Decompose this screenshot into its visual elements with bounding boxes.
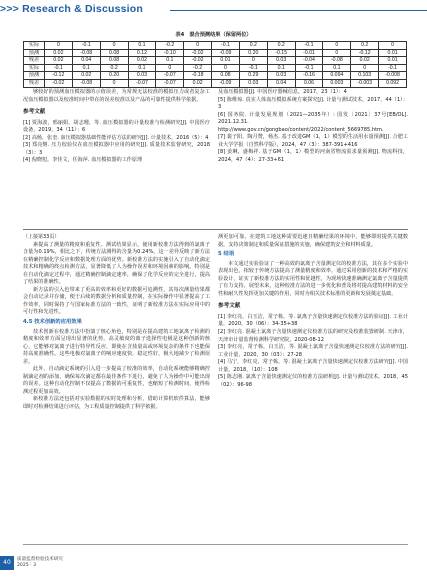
table-cell: 0 <box>156 64 184 72</box>
header-rule <box>170 10 427 11</box>
table-row <box>24 42 407 50</box>
table-cell: -0.07 <box>128 79 156 87</box>
table-cell: 0.103 <box>351 72 379 80</box>
table-cell: -0.008 <box>379 72 407 80</box>
table-cell: 0.08 <box>100 57 128 65</box>
table-cell: 0 <box>45 42 73 50</box>
paragraph: 新方法的引入也带来了更高的效率和更好的数据可追溯性，其每次测量结果都会自动记录并存储，便于后续的数据分析和质量控制，在实际操作中显著提高了工作效率，同时保持了与国家标准方法的一致性，证明了新校准方法在实际应用中的可行性和先进性。 <box>23 286 210 316</box>
reference-item: [2] 李红亮. 混凝土氯离子含量快速测定仪校准方法的研究及校准装置研制. 天津市，天津市计量监督检测科学研究院，2020-08-12 <box>218 329 408 343</box>
table-cell: 0.02 <box>72 72 100 80</box>
table-cell: 0 <box>323 42 351 50</box>
table-row <box>24 72 407 80</box>
table-body <box>24 42 407 88</box>
table-cell: 0.12 <box>128 49 156 57</box>
table-cell: -0.003 <box>351 79 379 87</box>
table-cell: -0.15 <box>267 49 295 57</box>
table-cell: 0.094 <box>323 72 351 80</box>
table-cell: 0.2 <box>239 42 267 50</box>
row-label-cell: 实际 <box>24 42 45 50</box>
table-cell: -0.02 <box>184 49 212 57</box>
reference-item: [7] 裴子阳，陶月赞，杨杰. 基于改进GM（1，1）模型的生活用水量预测[J]. 合肥工业大学学报（自然科学版），2024，47（3）：387-391+416 <box>218 134 408 148</box>
table-cell: -0.08 <box>72 79 100 87</box>
table-cell: 0.04 <box>267 79 295 87</box>
table-cell: 0.01 <box>212 57 240 65</box>
table-cell: 0.29 <box>239 72 267 80</box>
paragraph: 此外，自动滴定系统的引入进一步提高了校准的效率，自动化系统能够精确控制滴定剂的添加，确保每次滴定都在最佳条件下进行，避免了人为操作中可能出现的误差。这种自动化控制不仅提高了数据的可重复性，也缩短了检测时间，使得检测过程更加高效。 <box>23 366 210 395</box>
table-cell: -0.16 <box>295 72 323 80</box>
conclusion-heading: 5 结语 <box>218 251 235 258</box>
table-cell: 0 <box>100 42 128 50</box>
table-cell: 0.02 <box>45 49 73 57</box>
table-cell: -0.02 <box>45 79 73 87</box>
table-cell: -0.1 <box>295 64 323 72</box>
row-label-cell: 预测 <box>24 49 45 57</box>
lower-left-column <box>23 234 210 412</box>
table-row <box>24 79 407 87</box>
section-divider <box>23 229 408 230</box>
table-cell: -0.1 <box>379 64 407 72</box>
table-cell: 0.02 <box>184 79 212 87</box>
table-cell: 0 <box>323 49 351 57</box>
table-cell: 0.03 <box>239 79 267 87</box>
reference-item: [1] 李红亮，白玉洁，常子栋，等. 氯离子含量快速测定仪校准方法的验证[J]. 工业计量，2020，30（06）：34-35+38 <box>218 313 408 328</box>
reference-item: [4] 马宁，李红亮，常子栋，等. 混凝土氯离子含量快速测定仪校准方法研究[J]. 中国计量，2018，（10）：108 <box>218 359 408 373</box>
row-label-cell: 实际 <box>24 64 45 72</box>
table-cell: -0.1 <box>72 42 100 50</box>
table-cell: -0.07 <box>156 79 184 87</box>
reference-item: 及血压模拟器[J]. 中国医疗器械信息，2017，23（1）：4 <box>218 89 347 95</box>
table-cell: -0.09 <box>212 79 240 87</box>
table-cell: 0.03 <box>128 72 156 80</box>
table-cell: 0.08 <box>212 72 240 80</box>
table-cell: -0.2 <box>156 42 184 50</box>
table-cell: 0.1 <box>267 64 295 72</box>
sub-heading: 4.5 技术创新的应用效果 <box>23 319 82 326</box>
table-cell: 0.1 <box>323 64 351 72</box>
paragraph: 素提高了测量的精度和重复性。测试结果显示，使用新校准方法得到的氯离子含量为0.19%，相比之下，传统方法测得的含量为0.24%。这一差异反映了新方法在精确控制化学反应和数据处理方面的优势。新校准方法的实施引入了自动化滴定技术和精确的终点检测方法，显著降低了人为操作误差和环境因素的影响。特别是在自动化滴定过程中，通过精确控制滴定速率，确保了化学反应的完全进行，提高了结果的准确性。 <box>23 241 210 286</box>
table-cell: -0.10 <box>156 49 184 57</box>
table-cell: 0.1 <box>128 64 156 72</box>
table-row <box>24 49 407 57</box>
paragraph: 新校准方法还包括对实验数据的实时处理和分析，借助计算机软件算法，能够即时对检测结果进行评估，为工程质量控制提供了科学依据。 <box>23 396 210 411</box>
reference-item: [8] 姜琳，盛梅祥. 基于GM（1，1）模型的河南省物流需求量预测[J]. 物流科技，2024，47（4）：27-33+61 <box>218 149 408 163</box>
table-cell: 0.2 <box>351 42 379 50</box>
table-cell: 0.003 <box>323 79 351 87</box>
table-row <box>24 57 407 65</box>
table-cell: 0.01 <box>379 57 407 65</box>
table-cell: -0.09 <box>212 49 240 57</box>
table-cell: -0.12 <box>351 49 379 57</box>
references-title: 参考文献 <box>23 109 46 116</box>
table-cell: 0.1 <box>128 42 156 50</box>
lower-right-column <box>218 234 408 389</box>
row-label-cell: 残差 <box>24 57 45 65</box>
paragraph: 够较好的预测血压模拟器的示值误差，为常规无法校准的模拟压力或者复杂工况血压模拟器以及校准时间中带在的误差校准以及产品的可靠性提供科学依据。 <box>23 89 210 103</box>
table-cell: 0 <box>379 42 407 50</box>
table-cell: -0.1 <box>239 64 267 72</box>
table-cell: 0 <box>239 57 267 65</box>
upper-left-column <box>23 89 210 165</box>
table-cell: -0.01 <box>295 49 323 57</box>
table-cell: -0.08 <box>323 57 351 65</box>
section-header <box>0 0 427 20</box>
table-cell: -0.04 <box>295 57 323 65</box>
table-cell: -0.07 <box>156 72 184 80</box>
table-cell: 0.02 <box>45 57 73 65</box>
journal-title: 质量监督检验技术研究 <box>17 557 63 562</box>
table-cell: -0.02 <box>184 57 212 65</box>
table-cell: -0.1 <box>45 64 73 72</box>
table-cell: -0.12 <box>45 72 73 80</box>
reference-item: [4] 倪晓旭，李佳文，任海萍. 血压模拟器的工作原理 <box>23 157 143 164</box>
continued-note: （上接第33页） <box>23 234 60 240</box>
table-cell: 0.2 <box>100 64 128 72</box>
journal-issue: 2025 · 3 <box>17 563 36 568</box>
table-cell: -0.18 <box>184 72 212 80</box>
reference-item: [3] 李红亮，常子栋，白玉洁，等. 混凝土氯离子含量快速测定仪校准方法的研究[J]. 工业计量，2020，30（03）：27-28 <box>218 344 408 358</box>
prediction-table <box>23 41 407 88</box>
table-caption: 表4 混合预测结果（保留两位） <box>175 32 252 38</box>
paragraph: 技术创新在校准方法中扮演了核心角色，特别是在提高建筑工地氯离子检测的精度和效率方面呈现出显著的优势。高灵敏度的离子选择性电极是这种创新的核心，它能够对氯离子进行特异性反应，即使在含盐量高或环境复杂的条件下也能保持高度准确性。这些电极对氯离子的响应速度快，稳定性好，极大地减少了检测误差。 <box>23 328 210 365</box>
table-cell: 0.20 <box>239 49 267 57</box>
table-cell: 0.01 <box>379 49 407 57</box>
paragraph: 本文通过实验验证了一种高效的氯离子含量测定仪的校准方法，其在多个实验中表现出色，相较于传统方法提高了测量精度和效率。通过采用创新的技术和严格的实验设计，证实了新校准方法的实用性和优越性，为现场快速准确测定氯离子含量提供了有力支持。展望未来，这种校准方法的进一步优化和普及将对提高建筑材料的安全性和耐久性发挥更加关键的作用，同时为相关技术标准的更新和发展奠定基础。 <box>218 260 408 297</box>
reference-item: [5] 陈维琼. 真实人体血压模拟系统方案探究[J]. 计量与测试技术，2017，44（1）：3 <box>218 96 408 111</box>
table-cell: 0.02 <box>351 57 379 65</box>
table-cell: 0 <box>100 79 128 87</box>
row-label-cell: 残差 <box>24 79 45 87</box>
table-cell: 0.06 <box>295 79 323 87</box>
table-cell: -0.1 <box>212 42 240 50</box>
table-cell: 0.04 <box>72 57 100 65</box>
page-number: 40 <box>0 556 14 570</box>
page-footer <box>0 544 427 579</box>
table-cell: 0.02 <box>128 57 156 65</box>
references-title: 参考文献 <box>218 303 241 310</box>
reference-item: [1] 贾海波，邢丽娟，胡志珊，等. 血压模拟器的计量校准与检测研究[J]. 中国医疗设备，2019，34（11）：6 <box>23 119 210 134</box>
table-cell: 0.03 <box>267 57 295 65</box>
section-label: >>> Research & Discussion <box>0 3 144 15</box>
row-label-cell: 预测 <box>24 72 45 80</box>
table-cell: 0 <box>184 42 212 50</box>
table-cell: -0.1 <box>295 42 323 50</box>
reference-item: [6] 国务院. 计量发展规划（2021—2035年）: 国发〔2021〕37号[EB/OL]. 2021.12.31. http://www.gov.cn/gongbao/content/2022/content_5669785.htm. <box>218 111 408 133</box>
table-cell: 0.092 <box>379 79 407 87</box>
table-cell: 0.2 <box>267 42 295 50</box>
table-cell: -0.2 <box>184 64 212 72</box>
reference-item: [3] 郑亮继. 压力校验仪在血压模拟器中应用的研究[J]. 质量技术监督研究，2018（3）：3 <box>23 142 210 156</box>
table-cell: 0 <box>212 64 240 72</box>
footer-rule <box>23 544 408 545</box>
table-cell: 0.20 <box>100 72 128 80</box>
reference-item: [2] 高杨，张奎. 血压模拟器基础性能评估方法的研究[J]. 计量技术，2016（5）：4 <box>23 134 209 141</box>
paragraph: 测更加可靠。在建筑工地这种需要迅速且精确结果的环境中，能够即时提供关键数据，支持决策制定和质量保证措施的实施，确保建筑安全和材料质量。 <box>218 234 408 248</box>
table-cell: 0.1 <box>156 57 184 65</box>
table-cell: 0 <box>351 64 379 72</box>
table-cell: 0.08 <box>100 49 128 57</box>
table-cell: -0.08 <box>72 49 100 57</box>
table-cell: 0.1 <box>72 64 100 72</box>
table-cell: 0.03 <box>267 72 295 80</box>
upper-right-column <box>218 89 408 164</box>
journal-name <box>17 557 63 569</box>
table-row <box>24 64 407 72</box>
reference-item: [5] 陈志刚. 氯离子含量快速测定仪的校准方法研析[J]. 计量与测试技术，2018，45（02）：96-98 <box>218 374 408 388</box>
